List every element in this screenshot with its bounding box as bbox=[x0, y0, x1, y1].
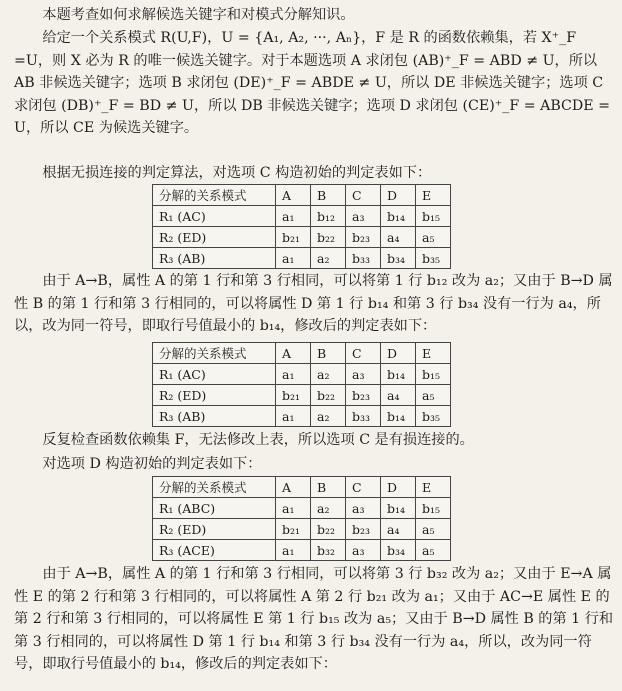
table-cell: b₃₅ bbox=[416, 406, 451, 427]
table-header-cell: 分解的关系模式 bbox=[153, 185, 276, 206]
table-cell: a₁ bbox=[276, 406, 311, 427]
table-cell: a₂ bbox=[311, 248, 346, 269]
table-cell: b₃₃ bbox=[346, 248, 381, 269]
table-cell: a₄ bbox=[381, 519, 416, 540]
table-cell: b₁₅ bbox=[416, 364, 451, 385]
paragraph-intro: 本题考查如何求解候选关键字和对模式分解知识。 bbox=[42, 7, 355, 23]
table-header-cell: D bbox=[381, 343, 416, 364]
table-header-cell: A bbox=[276, 343, 311, 364]
table-cell: b₃₃ bbox=[346, 406, 381, 427]
table-row bbox=[153, 227, 451, 248]
table-cell: a₃ bbox=[346, 206, 381, 227]
table-cell: a₂ bbox=[311, 364, 346, 385]
paragraph-option-c-intro: 根据无损连接的判定算法，对选项 C 构造初始的判定表如下： bbox=[42, 165, 432, 181]
table-header-cell: E bbox=[416, 477, 451, 498]
paragraph-option-d-intro: 对选项 D 构造初始的判定表如下： bbox=[42, 456, 262, 472]
table-cell: a₅ bbox=[416, 540, 451, 561]
table-cell: a₂ bbox=[311, 406, 346, 427]
table-cell: b₂₂ bbox=[311, 227, 346, 248]
table-cell: b₂₃ bbox=[346, 519, 381, 540]
table-cell: b₁₅ bbox=[416, 206, 451, 227]
table-header-cell: E bbox=[416, 185, 451, 206]
paragraph-option-c-derivation: 由于 A→B，属性 A 的第 1 行和第 3 行相同，可以将第 1 行 b₁₂ 改为 a₂；又由于 B→D 属性 B 的第 1 行和第 3 行相同的，可以将属性 D 第 1 行 b₁₄ 和第 3 行 b₃₄ 没有一行为 a₄，所以，改为同一符号，即取行号值最小的 b₁₄，修改后的判定表如下： bbox=[14, 273, 613, 334]
table-cell: a₃ bbox=[346, 540, 381, 561]
table-cell: b₂₁ bbox=[276, 385, 311, 406]
table-header-cell: A bbox=[276, 185, 311, 206]
table-cell: b₂₂ bbox=[311, 385, 346, 406]
table-cell: b₁₄ bbox=[381, 406, 416, 427]
table-row bbox=[153, 498, 451, 519]
table-header-cell: E bbox=[416, 343, 451, 364]
table-cell: R₁ (AC) bbox=[153, 206, 276, 227]
table-cell: b₂₃ bbox=[346, 385, 381, 406]
table-header-cell: 分解的关系模式 bbox=[153, 343, 276, 364]
table-cell: a₁ bbox=[276, 498, 311, 519]
table-header-cell: C bbox=[346, 185, 381, 206]
table-cell: b₂₂ bbox=[311, 519, 346, 540]
paragraph-option-d-derivation: 由于 A→B，属性 A 的第 1 行和第 3 行相同，可以将第 3 行 b₃₂ 改为 a₂；又由于 E→A 属性 E 的第 2 行和第 3 行相同的，可以将属性 A 第 2 行 b₂₁ 改为 a₁；又由于 AC→E 属性 E 的第 2 行和第 3 行相同的，可以将属性 E 第 1 行 b₁₅ 改为 a₅；又由于 B→D 属性 B 的第 1 行和第 3 行相同的，可以将属性 D 第 1 行 b₁₄ 和第 3 行 b₃₄ 没有一行为 a₄，所以，改为同一符号，即取行号值最小的 b₁₄，修改后的判定表如下： bbox=[14, 566, 614, 672]
table-cell: a₁ bbox=[276, 364, 311, 385]
table-cell: b₂₃ bbox=[346, 227, 381, 248]
table-cell: a₁ bbox=[276, 540, 311, 561]
paragraph-candidate-key: 给定一个关系模式 R(U,F)，U = {A₁, A₂, ···, Aₙ}，F 是 R 的函数依赖集，若 X⁺_F =U，则 X 必为 R 的唯一候选关键字。对于本题选项 A 求闭包 (AB)⁺_F = ABD ≠ U，所以 AB 非候选关键字；选项 B 求闭包 (DE)⁺_F = ABDE ≠ U，所以 DE 非候选关键字；选项 C 求闭包 (DB)⁺_F = BD ≠ U，所以 DB 非候选关键字；选项 D 求闭包 (CE)⁺_F = ABCDE = U，所以 CE 为候选关键字。 bbox=[14, 30, 611, 136]
table-header-cell: B bbox=[311, 477, 346, 498]
table-cell: a₁ bbox=[276, 206, 311, 227]
table-row bbox=[153, 385, 451, 406]
table-cell: b₁₅ bbox=[416, 498, 451, 519]
paragraph-option-c-conclusion: 反复检查函数依赖集 F，无法修改上表，所以选项 C 是有损连接的。 bbox=[42, 432, 474, 448]
table-cell: R₂ (ED) bbox=[153, 519, 276, 540]
table-cell: b₂₁ bbox=[276, 519, 311, 540]
table-cell: a₂ bbox=[311, 498, 346, 519]
table-cell: b₁₄ bbox=[381, 498, 416, 519]
table-row bbox=[153, 519, 451, 540]
table-cell: a₁ bbox=[276, 248, 311, 269]
judgment-table-c-initial bbox=[152, 184, 451, 269]
table-cell: R₁ (ABC) bbox=[153, 498, 276, 519]
table-header-cell: B bbox=[311, 343, 346, 364]
table-cell: b₃₄ bbox=[381, 540, 416, 561]
table-cell: b₁₄ bbox=[381, 364, 416, 385]
table-header-cell: A bbox=[276, 477, 311, 498]
judgment-table-c-modified bbox=[152, 342, 451, 427]
table-cell: R₁ (AC) bbox=[153, 364, 276, 385]
table-cell: R₂ (ED) bbox=[153, 385, 276, 406]
judgment-table-d-initial bbox=[152, 476, 451, 561]
table-header-cell: 分解的关系模式 bbox=[153, 477, 276, 498]
table-cell: a₅ bbox=[416, 227, 451, 248]
table-cell: R₃ (AB) bbox=[153, 248, 276, 269]
table-cell: b₃₅ bbox=[416, 248, 451, 269]
table-header-row bbox=[153, 185, 451, 206]
table-cell: a₃ bbox=[346, 498, 381, 519]
table-cell: R₃ (ACE) bbox=[153, 540, 276, 561]
table-cell: a₄ bbox=[381, 227, 416, 248]
table-header-cell: D bbox=[381, 477, 416, 498]
table-row bbox=[153, 540, 451, 561]
table-header-row bbox=[153, 343, 451, 364]
table-cell: b₂₁ bbox=[276, 227, 311, 248]
table-cell: a₄ bbox=[381, 385, 416, 406]
table-header-cell: C bbox=[346, 477, 381, 498]
table-cell: b₁₄ bbox=[381, 206, 416, 227]
table-row bbox=[153, 206, 451, 227]
table-header-cell: C bbox=[346, 343, 381, 364]
table-row bbox=[153, 406, 451, 427]
table-cell: a₅ bbox=[416, 385, 451, 406]
table-cell: b₁₂ bbox=[311, 206, 346, 227]
table-cell: a₃ bbox=[346, 364, 381, 385]
table-header-cell: B bbox=[311, 185, 346, 206]
table-header-cell: D bbox=[381, 185, 416, 206]
table-cell: R₂ (ED) bbox=[153, 227, 276, 248]
table-row bbox=[153, 364, 451, 385]
table-header-row bbox=[153, 477, 451, 498]
table-cell: R₃ (AB) bbox=[153, 406, 276, 427]
table-cell: b₃₂ bbox=[311, 540, 346, 561]
table-row bbox=[153, 248, 451, 269]
table-cell: a₅ bbox=[416, 519, 451, 540]
table-cell: b₃₄ bbox=[381, 248, 416, 269]
